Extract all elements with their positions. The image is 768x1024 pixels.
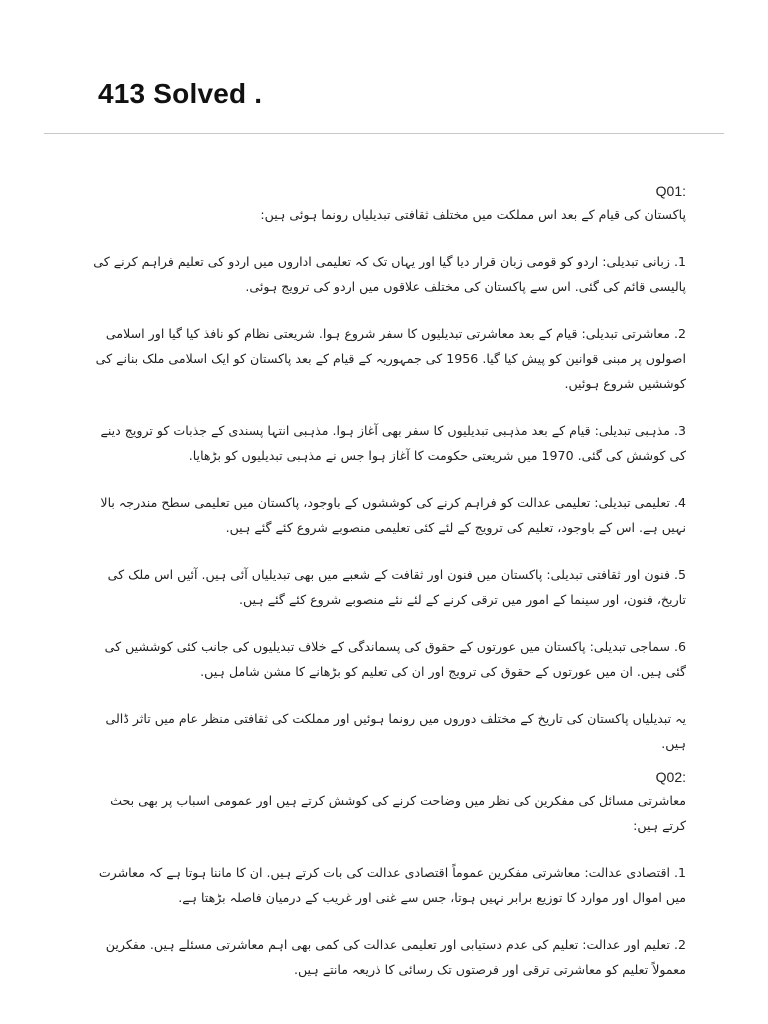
q01-intro: پاکستان کی قیام کے بعد اس مملکت میں مختلف ثقافتی تبدیلیاں رونما ہوئی ہیں: xyxy=(260,207,686,222)
q01-point-2: 2. معاشرتی تبدیلی: قیام کے بعد معاشرتی تبدیلیوں کا سفر شروع ہوا. شریعتی نظام کو نافذ کیا گیا اور اسلامی اصولوں پر مبنی قوانین کو پیش کیا گیا. 1956 کی جمہوریہ کے قیام کے بعد پاکستان کو ایک اسلامی ملک بنانے کی کوششیں شروع ہوئیں. xyxy=(95,326,686,391)
document-body xyxy=(86,180,686,1004)
q02-point-1: 1. اقتصادی عدالت: معاشرتی مفکرین عموماً اقتصادی عدالت کی بات کرتے ہیں. ان کا ماننا ہوتا ہے کہ معاشرت میں اموال اور موارد کا توزیع برابر نہیں ہوتا، جس سے غنی اور غریب کے درمیان فاصلہ بڑھتا ہے. xyxy=(98,865,686,905)
q02-intro: معاشرتی مسائل کی مفکرین کی نظر میں وضاحت کرنے کی کوشش کرتے ہیں اور عمومی اسباب پر بھی بحث کرتے ہیں: xyxy=(110,793,686,833)
title-divider xyxy=(44,133,724,134)
q01-point-1: 1. زبانی تبدیلی: اردو کو قومی زبان قرار دیا گیا اور یہاں تک کہ تعلیمی اداروں میں اردو کی تعلیم فراہم کرنے کی پالیسی قائم کی گئی. اس سے پاکستان کی مختلف علاقوں میں اردو کی ترویج ہوئی. xyxy=(93,254,686,294)
q01-point-5: 5. فنون اور ثقافتی تبدیلی: پاکستان میں فنون اور ثقافت کے شعبے میں بھی تبدیلیاں آئی ہیں. آئیں اس ملک کی تاریخ، فنون، اور سینما کے امور میں ترقی کرنے کے لئے نئے منصوبے شروع کئے گئے ہیں. xyxy=(107,567,686,607)
q01-point-3: 3. مذہبی تبدیلی: قیام کے بعد مذہبی تبدیلیوں کا سفر بھی آغاز ہوا. مذہبی انتہا پسندی کے جذبات کو ترویج دینے کی کوشش کی گئی. 1970 میں شریعتی حکومت کا آغاز ہوا جس نے مذہبی تبدیلیوں کو بڑھایا. xyxy=(100,423,686,463)
q02-point-2: 2. تعلیم اور عدالت: تعلیم کی عدم دستیابی اور تعلیمی عدالت کی کمی بھی اہم معاشرتی مسئلے ہیں. مفکرین معمولاً تعلیم کو معاشرتی ترقی اور فرصتوں تک رسائی کا ذریعہ مانتے ہیں. xyxy=(105,937,686,977)
q01-conclusion: یہ تبدیلیاں پاکستان کی تاریخ کے مختلف دوروں میں رونما ہوئیں اور مملکت کی ثقافتی منظر عام میں تاثر ڈالی ہیں. xyxy=(105,711,686,751)
q01-point-4: 4. تعلیمی تبدیلی: تعلیمی عدالت کو فراہم کرنے کی کوششوں کے باوجود، پاکستان میں تعلیمی سطح مندرجہ بالا نہیں ہے. اس کے باوجود، تعلیم کی ترویج کے لئے کئی تعلیمی منصوبے شروع کئے گئے ہیں. xyxy=(100,495,686,535)
question-label-q01: Q01: xyxy=(655,183,686,199)
document-title: 413 Solved . xyxy=(98,78,263,109)
q01-point-6: 6. سماجی تبدیلی: پاکستان میں عورتوں کے حقوق کی پسماندگی کے خلاف تبدیلیوں کی جانب کئی کوششیں کی گئی ہیں. ان میں عورتوں کے حقوق کی ترویج اور ان کی تعلیم کو بڑھانے کا مشن شامل ہیں. xyxy=(104,639,686,679)
question-label-q02: Q02: xyxy=(655,769,686,785)
